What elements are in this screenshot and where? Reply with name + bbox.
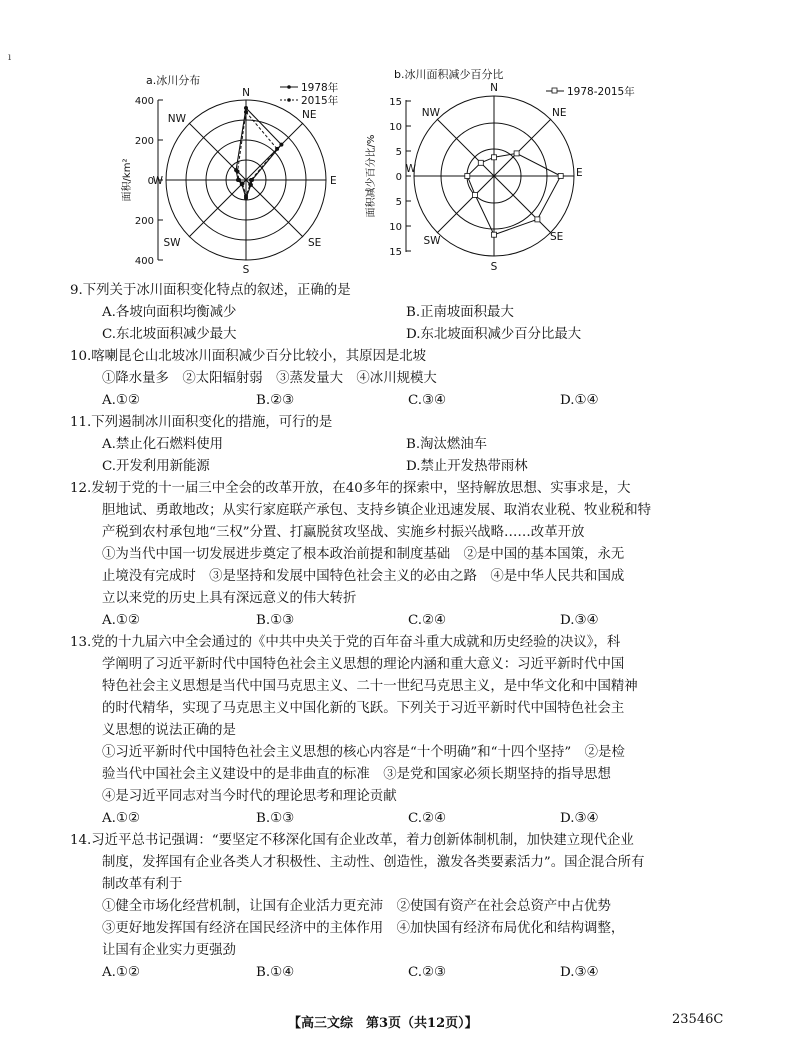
page-footer: 【高三文综 第3页（共12页）】 (288, 1016, 478, 1031)
chart-a-legend (280, 81, 339, 107)
q14-line-5: ③更好地发挥国有经济在国民经济中的主体作用 ④加快国有经济布局优化和结构调整， (102, 921, 625, 936)
dir-a-se: SE (308, 237, 322, 249)
q10-option-c[interactable]: C.③④ (408, 393, 447, 408)
q9-option-c[interactable]: C.东北坡面积减少最大 (102, 327, 237, 342)
dir-b-e: E (576, 167, 583, 179)
q14-option-c[interactable]: C.②③ (408, 965, 447, 980)
q14-line-1: 14.习近平总书记强调：“要坚定不移深化国有企业改革，着力创新体制机制，加快建立现代企业 (70, 833, 634, 848)
dir-a-nw: NW (167, 113, 186, 125)
q13-option-c[interactable]: C.②④ (408, 811, 447, 826)
legend-b: 1978-2015年 (567, 86, 635, 98)
chart-b-y-ticks (389, 97, 411, 258)
q14-line-6: 让国有企业实力更强劲 (102, 943, 236, 958)
chart-b-y-label: 面积减少百分比/% (366, 134, 377, 218)
dir-a-n: N (242, 87, 250, 99)
y-tick-a-4: 400 (134, 256, 154, 267)
q14-option-d[interactable]: D.③④ (560, 965, 599, 980)
dir-a-ne: NE (302, 109, 317, 121)
q12-option-a[interactable]: A.①② (102, 613, 140, 628)
q13-line-3: 特色社会主义思想是当代中国马克思主义、二十一世纪马克思主义，是中华文化和中国精神 (102, 679, 638, 694)
q11-option-c[interactable]: C.开发利用新能源 (102, 459, 210, 474)
y-tick-a-0: 400 (134, 96, 154, 107)
q13-option-a[interactable]: A.①② (102, 811, 140, 826)
q10-items: ①降水量多 ②太阳辐射弱 ③蒸发量大 ④冰川规模大 (102, 371, 437, 386)
question-9 (70, 280, 759, 346)
y-tick-b-6: 15 (389, 247, 402, 258)
dir-b-w: W (405, 163, 416, 175)
q13-line-5: 义思想的说法正确的是 (102, 723, 236, 738)
question-10 (70, 346, 759, 412)
q14-line-4: ①健全市场化经营机制，让国有企业活力更充沛 ②使国有资产在社会总资产中占优势 (102, 899, 611, 914)
q13-line-6: ①习近平新时代中国特色社会主义思想的核心内容是“十个明确”和“十四个坚持” ②是检 (102, 745, 625, 760)
chart-a-s1-w-point (237, 178, 241, 182)
dir-b-nw: NW (421, 107, 440, 119)
dir-b-s: S (490, 261, 498, 273)
dir-b-sw: SW (423, 235, 441, 247)
q10-stem: 10.喀喇昆仑山北坡冰川面积减少百分比较小，其原因是北坡 (70, 349, 427, 364)
y-tick-a-2: 0 (147, 176, 154, 187)
q12-line-2: 胆地试、勇敢地改；从实行家庭联产承包、支持乡镇企业迅速发展、取消农业税、牧业税和特 (102, 503, 652, 518)
chart-a-title: a.冰川分布 (146, 74, 201, 87)
y-tick-b-4: 5 (395, 197, 402, 208)
q12-line-6: 立以来党的历史上具有深远意义的伟大转折 (102, 591, 357, 606)
q12-line-4: ①为当代中国一切发展进步奠定了根本政治前提和制度基础 ②是中国的基本国策，永无 (102, 547, 625, 562)
question-13 (70, 632, 759, 830)
chart-b-s0-e-point (558, 174, 563, 179)
q12-option-c[interactable]: C.②④ (408, 613, 447, 628)
y-tick-b-3: 0 (395, 172, 402, 183)
q10-option-d[interactable]: D.①④ (560, 393, 599, 408)
q12-line-1: 12.发轫于党的十一届三中全会的改革开放，在40多年的探索中，坚持解放思想、实事求是，大 (70, 481, 631, 496)
chart-b-s0-n-point (492, 155, 497, 160)
q10-option-b[interactable]: B.②③ (256, 393, 295, 408)
q13-line-7: 验当代中国社会主义建设中的是非曲直的标准 ③是党和国家必须长期坚持的指导思想 (102, 767, 611, 782)
y-tick-b-1: 10 (389, 122, 402, 133)
chart-b-s0-w-point (465, 174, 470, 179)
chart-b-s0-sw-point (473, 192, 478, 197)
q11-option-d[interactable]: D.禁止开发热带雨林 (406, 459, 528, 474)
chart-a-svg (124, 64, 374, 276)
chart-a-s1-nw-point (236, 170, 240, 174)
question-12 (70, 478, 759, 632)
q14-option-a[interactable]: A.①② (102, 965, 140, 980)
q13-line-8: ④是习近平同志对当今时代的理论思考和理论贡献 (102, 789, 397, 804)
exam-code: 23546C (672, 1012, 724, 1027)
q12-option-b[interactable]: B.①③ (256, 613, 295, 628)
q13-line-1: 13.党的十九届六中全会通过的《中共中央关于党的百年奋斗重大成就和历史经验的决议》，科 (70, 635, 621, 650)
chart-a-s0-ne-point (279, 143, 283, 147)
chart-a-grid (166, 100, 326, 260)
question-14 (70, 830, 759, 984)
chart-a-s1-s-point (244, 194, 248, 198)
figure-b (360, 60, 640, 280)
q12-line-5: 止境没有完成时 ③是坚持和发展中国特色社会主义的必由之路 ④是中华人民共和国成 (102, 569, 625, 584)
q13-option-b[interactable]: B.①③ (256, 811, 295, 826)
q12-option-d[interactable]: D.③④ (560, 613, 599, 628)
chart-b-s0-ne-point (514, 151, 519, 156)
chart-a-s0-n-point (244, 106, 248, 110)
question-11 (70, 412, 759, 478)
dir-a-sw: SW (163, 237, 181, 249)
chart-a-s1-n-point (244, 110, 248, 114)
chart-b-s0-nw-point (478, 160, 483, 165)
dir-a-s: S (242, 264, 250, 276)
chart-a-y-label: 面积/km² (122, 158, 133, 202)
q14-option-b[interactable]: B.①④ (256, 965, 295, 980)
legend-a-2015: 2015年 (301, 95, 339, 107)
chart-b-legend (546, 85, 635, 98)
chart-a-s1-sw-point (241, 182, 245, 186)
margin-mark: ı (8, 52, 12, 63)
legend-a-1978: 1978年 (301, 82, 339, 94)
figure-a (124, 64, 374, 276)
q11-option-a[interactable]: A.禁止化石燃料使用 (102, 437, 224, 452)
q9-option-b[interactable]: B.正南坡面积最大 (406, 305, 514, 320)
chart-b-s0-se-point (535, 217, 540, 222)
q13-line-2: 学阐明了习近平新时代中国特色社会主义思想的理论内涵和重大意义：习近平新时代中国 (102, 657, 625, 672)
q10-option-a[interactable]: A.①② (102, 393, 140, 408)
q12-line-3: 产税到农村承包地“三权”分置、打赢脱贫攻坚战、实施乡村振兴战略……改革开放 (102, 525, 585, 540)
y-tick-b-2: 5 (395, 147, 402, 158)
q11-option-b[interactable]: B.淘汰燃油车 (406, 437, 488, 452)
q14-line-3: 制改革有利于 (102, 877, 183, 892)
chart-a-s1-e-point (249, 178, 253, 182)
y-tick-b-5: 10 (389, 222, 402, 233)
q11-stem: 11.下列遏制冰川面积变化的措施，可行的是 (70, 415, 333, 430)
chart-b-title: b.冰川面积减少百分比 (394, 68, 504, 81)
y-tick-a-1: 200 (134, 136, 154, 147)
dir-a-w: W (152, 175, 163, 187)
dir-b-ne: NE (552, 107, 567, 119)
chart-a-s1-ne-point (275, 147, 279, 151)
q9-stem: 9.下列关于冰川面积变化特点的叙述，正确的是 (70, 283, 351, 298)
q9-option-d[interactable]: D.东北坡面积减少百分比最大 (406, 327, 582, 342)
chart-b-s0-s-point (492, 232, 497, 237)
chart-a-s1-se-point (248, 182, 252, 186)
y-tick-a-3: 200 (134, 216, 154, 227)
chart-b-svg (360, 60, 640, 280)
q13-line-4: 的时代精华，实现了马克思主义中国化新的飞跃。下列关于习近平新时代中国特色社会主 (102, 701, 625, 716)
y-tick-b-0: 15 (389, 97, 402, 108)
dir-b-n: N (490, 82, 498, 94)
q14-line-2: 制度，发挥国有企业各类人才积极性、主动性、创造性，激发各类要素活力”。国企混合所有 (102, 855, 645, 870)
dir-b-se: SE (550, 231, 564, 243)
dir-a-e: E (330, 175, 337, 187)
q9-option-a[interactable]: A.各坡向面积均衡减少 (102, 305, 237, 320)
q13-option-d[interactable]: D.③④ (560, 811, 599, 826)
